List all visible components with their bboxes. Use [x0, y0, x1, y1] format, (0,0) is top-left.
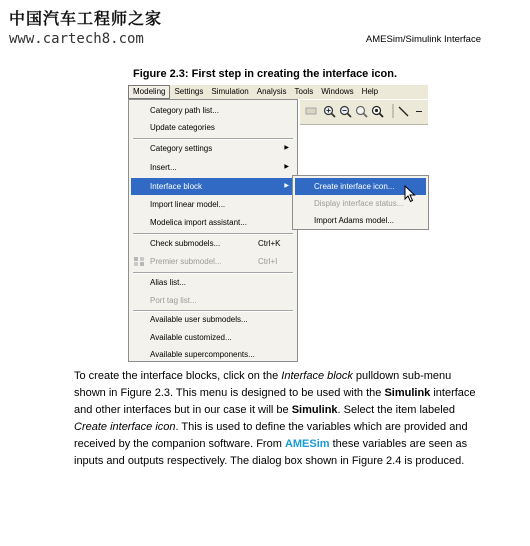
zoom-in-icon [323, 105, 336, 118]
menu-item-label: Category settings [150, 144, 213, 153]
zoom-out-button[interactable] [338, 104, 352, 118]
menu-item-available-customized[interactable] [131, 329, 295, 346]
menubar [128, 85, 428, 99]
submenu-item-label: Import Adams model... [314, 216, 395, 225]
menubar-item-tools[interactable]: Tools [294, 87, 314, 96]
menu-item-interface-block[interactable] [131, 178, 295, 195]
text-run: To create the interface blocks, click on the [74, 370, 282, 382]
menu-item-label: Modelica import assistant... [150, 218, 247, 227]
menu-item-alias-list[interactable] [131, 274, 295, 291]
menu-screenshot [128, 85, 428, 362]
menu-item-shortcut: Ctrl+I [258, 257, 278, 266]
toolbar-more-button[interactable] [412, 104, 426, 118]
menubar-item-settings[interactable]: Settings [174, 87, 204, 96]
menu-item-premier-submodel[interactable] [131, 253, 295, 270]
text-run: these variables are seen as inputs and outputs respectively. The dialog box shown in Figure 2.4 is produced. [74, 438, 468, 467]
submenu-item-import-adams-model[interactable] [295, 212, 426, 229]
submenu-arrow-icon: ▶ [284, 183, 289, 189]
menu-item-label: Premier submodel... [150, 257, 222, 266]
menu-item-label: Update categories [150, 123, 215, 132]
submenu-arrow-icon: ▶ [284, 145, 289, 151]
figure-caption: Figure 2.3: First step in creating the interface icon. [132, 68, 398, 80]
menu-item-available-supercomponents[interactable] [131, 346, 295, 363]
zoom-area-icon [371, 105, 384, 118]
menubar-item-simulation[interactable]: Simulation [211, 87, 249, 96]
text-run-bold: Simulink [384, 387, 431, 399]
watermark-chinese: 中国汽车工程师之家 [9, 9, 163, 28]
menu-item-label: Insert... [150, 163, 177, 172]
zoom-out-icon [339, 105, 352, 118]
text-run-italic: Interface block [281, 370, 353, 382]
menubar-item-modeling[interactable]: Modeling [128, 85, 170, 99]
text-run: interface and other interfaces but in our case it will be [74, 387, 476, 416]
menu-item-import-linear-model[interactable] [131, 196, 295, 213]
menubar-item-windows[interactable]: Windows [321, 87, 354, 96]
zoom-fit-icon [355, 105, 368, 118]
menu-item-label: Available customized... [150, 333, 232, 342]
menu-item-port-tag-list[interactable] [131, 292, 295, 309]
zoom-fit-button[interactable] [354, 104, 368, 118]
zoom-area-button[interactable] [370, 104, 384, 118]
menu-item-insert[interactable] [131, 159, 295, 176]
menu-item-category-settings[interactable] [131, 140, 295, 157]
text-run-amesim: AMESim [284, 438, 330, 450]
menu-item-label: Port tag list... [150, 296, 197, 305]
toolbar-more-icon [414, 105, 424, 118]
submenu-arrow-icon: ▶ [284, 164, 289, 170]
menu-item-label: Category path list... [150, 106, 219, 115]
menubar-item-analysis[interactable]: Analysis [256, 87, 287, 96]
submenu-item-label: Display interface status... [314, 199, 404, 208]
text-run: . Select the item labeled [337, 404, 455, 416]
draw-line-button[interactable] [396, 104, 410, 118]
body-paragraph [74, 368, 484, 470]
menu-item-check-submodels[interactable] [131, 235, 295, 252]
menu-item-available-user-submodels[interactable] [131, 311, 295, 328]
menu-item-modelica-import-assistant[interactable] [131, 214, 295, 231]
menu-item-label: Alias list... [150, 278, 187, 287]
mouse-cursor-icon [404, 185, 416, 208]
text-run: . This is used to define the variables which are provided and received by the companion software. From [74, 421, 468, 450]
menu-item-update-categories[interactable] [131, 119, 295, 136]
text-run-bold: Simulink [291, 404, 338, 416]
menu-item-label: Import linear model... [150, 200, 226, 209]
text-run: pulldown sub-menu shown in Figure 2.3. This menu is designed to be used with the [74, 370, 452, 399]
menu-item-label: Available supercomponents... [150, 350, 255, 359]
toolbar [300, 100, 428, 125]
running-header: AMESim/Simulink Interface [365, 34, 481, 45]
menu-item-label: Check submodels... [150, 239, 221, 248]
toolbar-blank-icon [305, 106, 317, 116]
menu-item-label: Interface block [150, 182, 203, 191]
draw-line-icon [397, 105, 410, 118]
menu-item-shortcut: Ctrl+K [258, 239, 281, 248]
watermark-url: www.cartech8.com [9, 31, 144, 47]
zoom-in-button[interactable] [322, 104, 336, 118]
submenu-item-label: Create interface icon... [314, 182, 395, 191]
premier-submodel-icon [133, 256, 145, 267]
toolbar-button[interactable] [304, 104, 318, 118]
modeling-menu [128, 99, 298, 362]
menu-item-label: Available user submodels... [150, 315, 248, 324]
text-run-italic: Create interface icon [74, 421, 176, 433]
menu-item-category-path-list[interactable] [131, 102, 295, 119]
menubar-item-help[interactable]: Help [361, 87, 379, 96]
